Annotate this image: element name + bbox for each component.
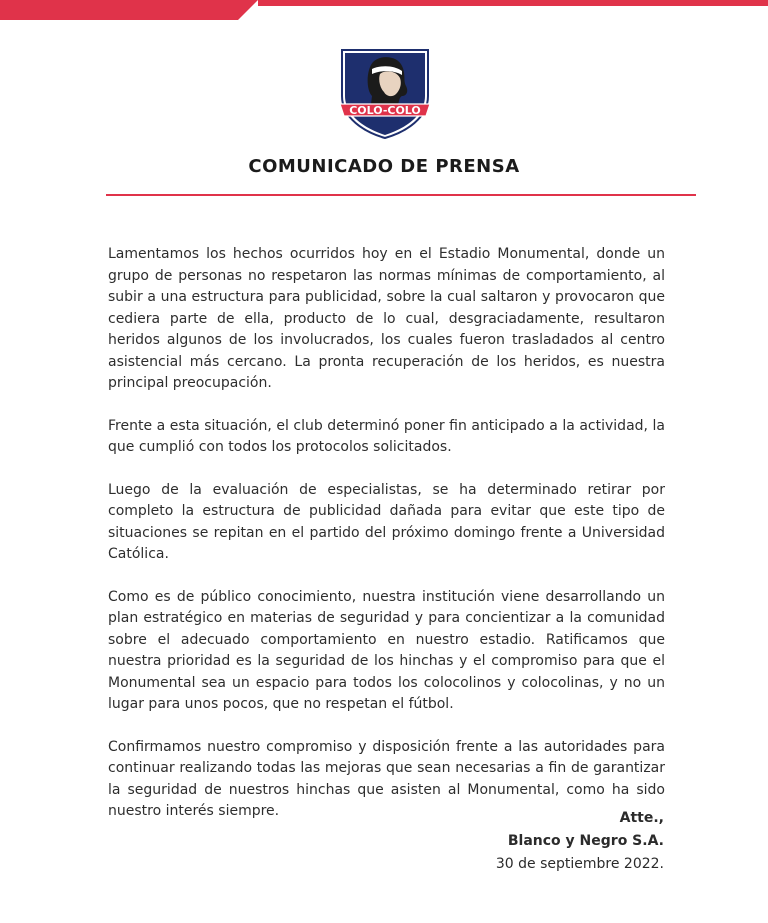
- colo-colo-crest-logo: [336, 44, 434, 139]
- crest-text: COLO-COLO: [349, 104, 421, 117]
- paragraph: Confirmamos nuestro compromiso y disposición frente a las autoridades para continuar realizando todas las mejoras que sean necesarias a fin de garantizar la seguridad de nuestros hinchas que asisten al Monumental, como ha sido nuestro interés siempre.: [108, 738, 665, 819]
- signature-organization: Blanco y Negro S.A.: [507, 833, 664, 849]
- paragraph: Como es de público conocimiento, nuestra institución viene desarrollando un plan estratégico en materias de seguridad y para concientizar a la comunidad sobre el adecuado comportamiento en nuestro estadio. Ratificamos que nuestra prioridad es la seguridad de los hinchas y el compromiso para que el Monumental sea un espacio para todos los colocolinos y colocolinas, y no un lugar para unos pocos, que no respetan el fútbol.: [108, 588, 665, 712]
- page-title: COMUNICADO DE PRENSA: [248, 156, 520, 177]
- press-release-body: [108, 244, 665, 844]
- top-accent-band: [0, 0, 768, 20]
- paragraph: Luego de la evaluación de especialistas, se ha determinado retirar por completo la estructura de publicidad dañada para evitar que este tipo de situaciones se repitan en el partido del próximo domingo frente a Universidad Católica.: [108, 481, 665, 562]
- signature-closing: Atte.,: [619, 810, 664, 826]
- signature-date: 30 de septiembre 2022.: [495, 856, 664, 872]
- paragraph: Lamentamos los hechos ocurridos hoy en el Estadio Monumental, donde un grupo de personas no respetaron las normas mínimas de comportamiento, al subir a una estructura para publicidad, sobre la cual saltaron y provocaron que cediera parte de ella, producto de lo cual, desgraciadamente, resultaron heridos algunos de los involucrados, los cuales fueron trasladados al centro asistencial más cercano. La pronta recuperación de los heridos, es nuestra principal preocupación.: [108, 246, 665, 391]
- title-divider: [106, 194, 696, 196]
- signature-block: [496, 807, 664, 876]
- paragraph: Frente a esta situación, el club determinó poner fin anticipado a la actividad, la que cumplió con todos los protocolos solicitados.: [108, 417, 665, 455]
